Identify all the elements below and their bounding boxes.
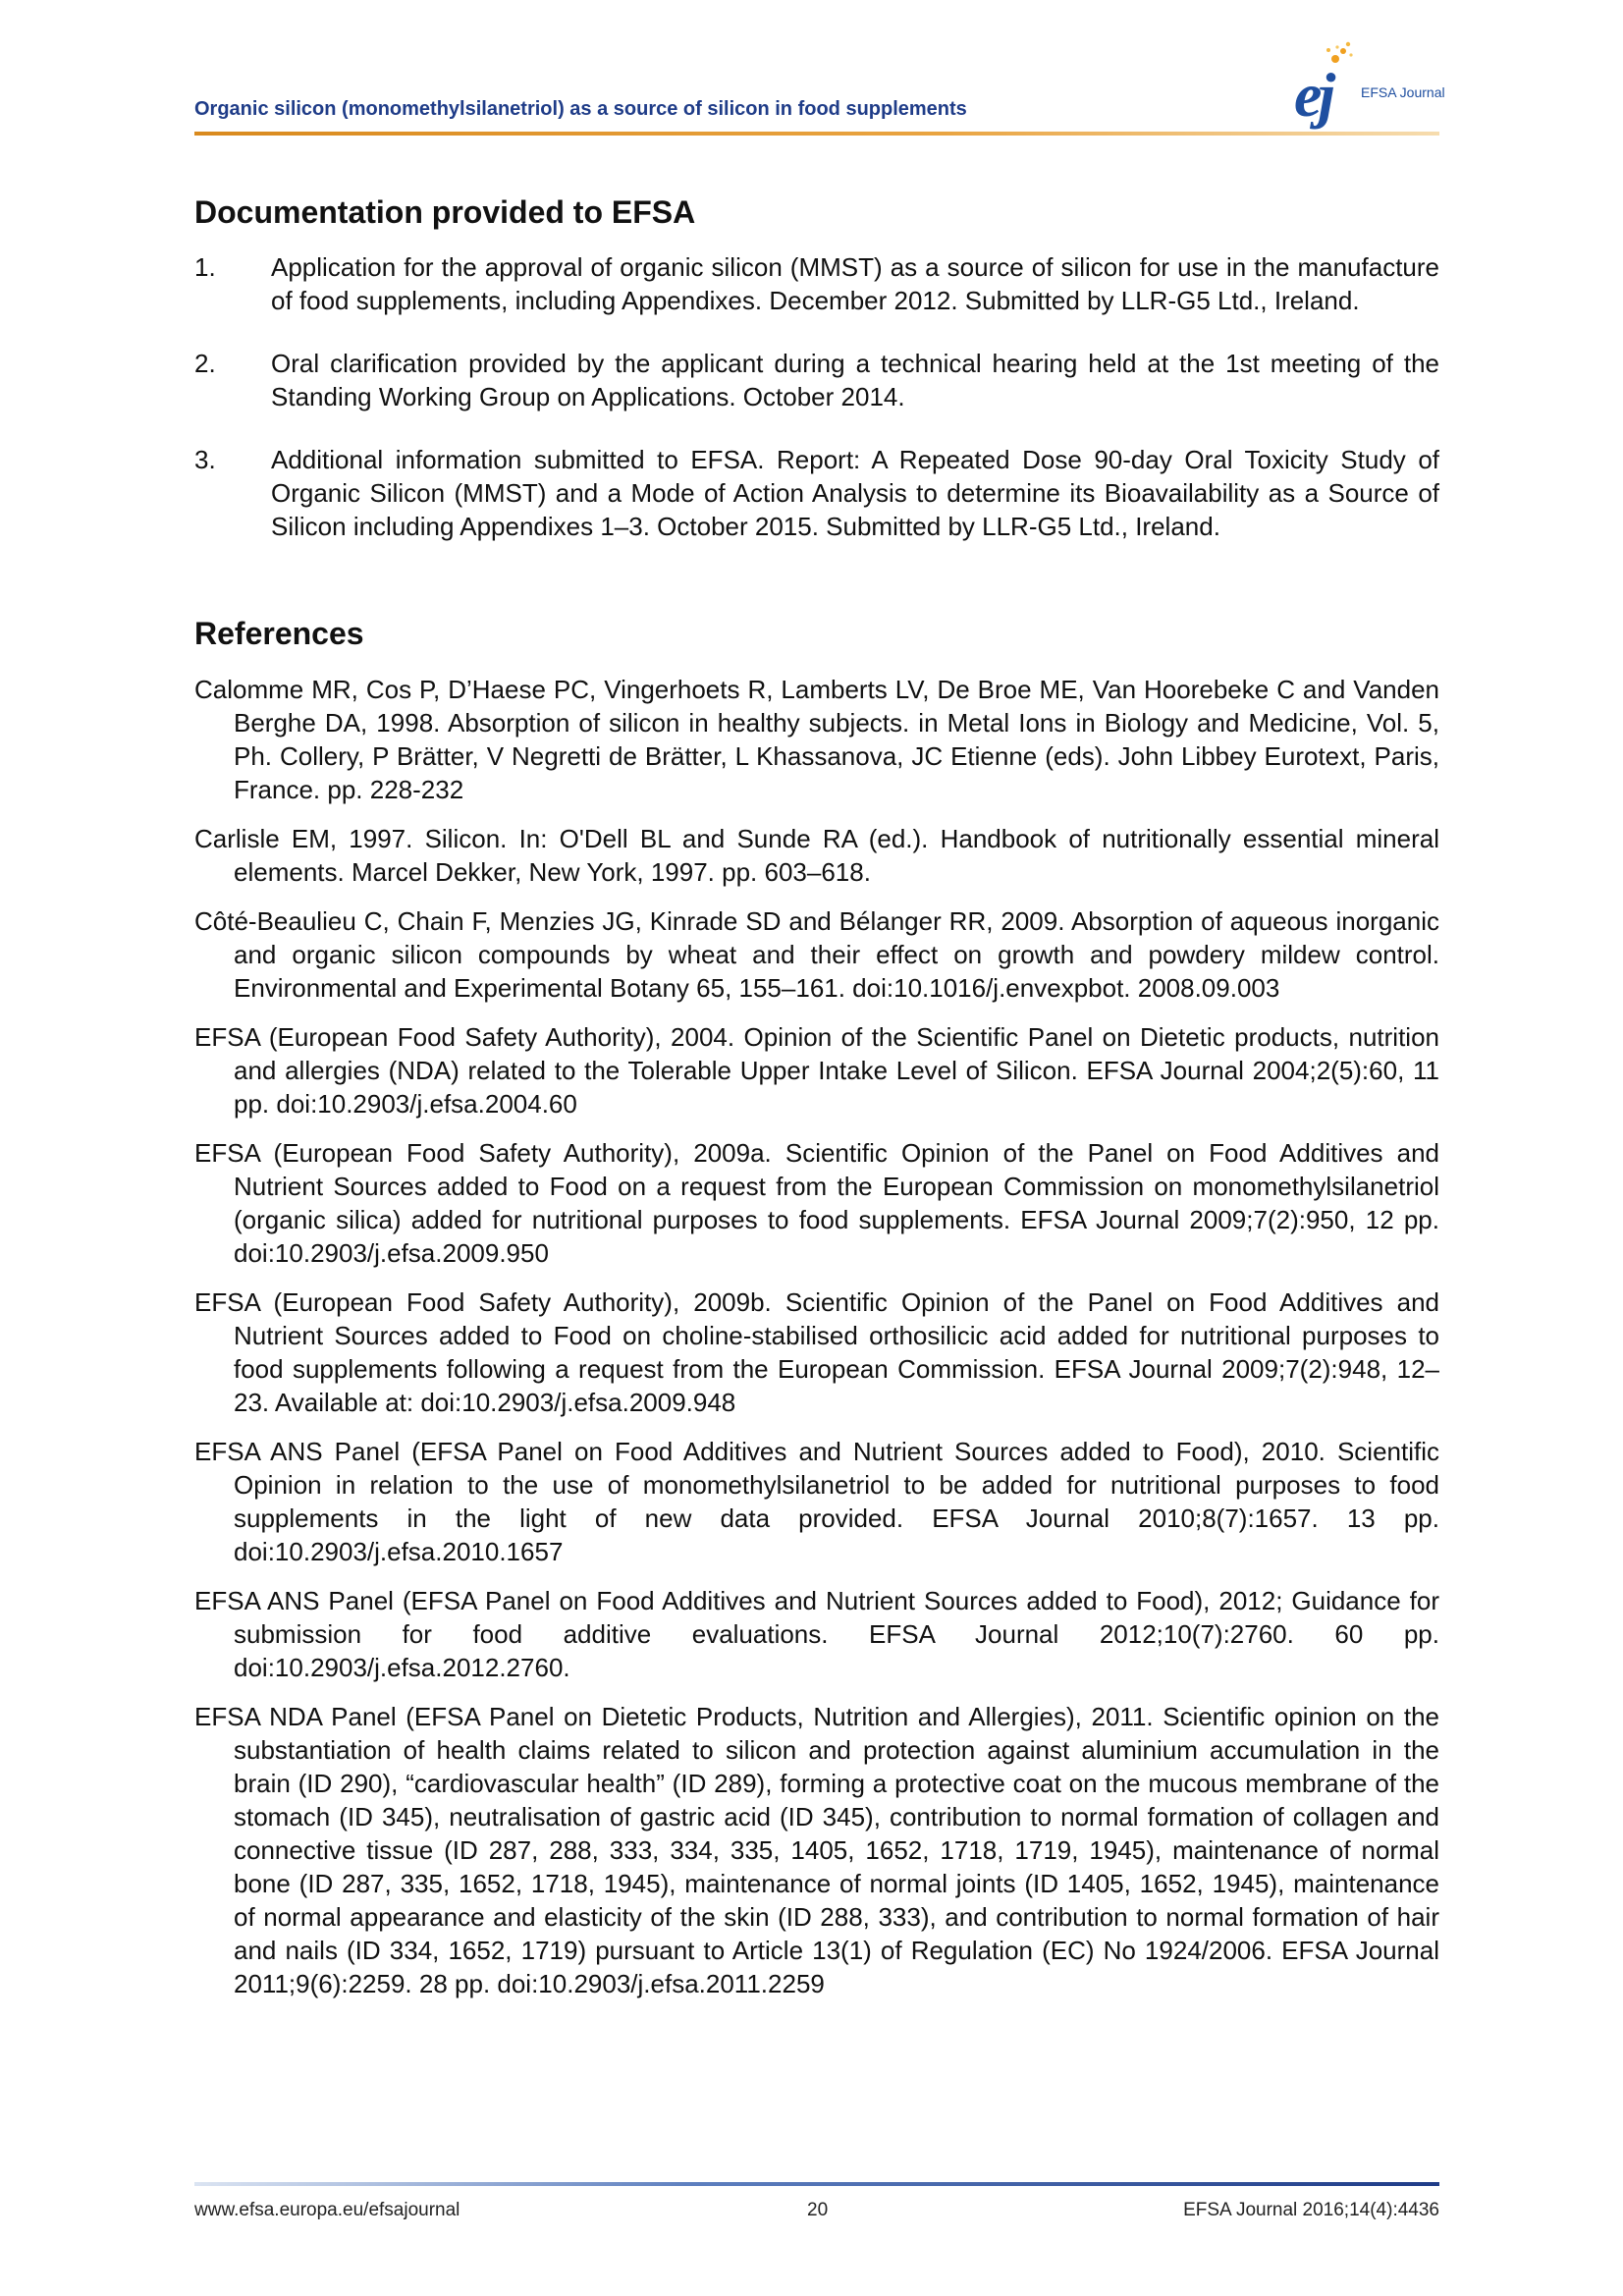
logo-mark: ej bbox=[1294, 60, 1332, 130]
reference-entry: EFSA ANS Panel (EFSA Panel on Food Additives and Nutrient Sources added to Food), 2010. Scientific Opinion in relation to the use of monomethylsilanetriol to be added for nutritional purposes to food supplements in the light of new data provided. EFSA Journal 2010;8(7):1657. 13 pp. doi:10.2903/j.efsa.2010.1657 bbox=[194, 1437, 1439, 1566]
documentation-item-text: Application for the approval of organic silicon (MMST) as a source of silicon for use in the manufacture of food supplements, including Appendixes. December 2012. Submitted by LLR-G5 Ltd., Ireland. bbox=[271, 252, 1439, 315]
documentation-item-text: Oral clarification provided by the applicant during a technical hearing held at the 1st meeting of the Standing Working Group on Applications. October 2014. bbox=[271, 349, 1439, 411]
reference-entry: Côté-Beaulieu C, Chain F, Menzies JG, Kinrade SD and Bélanger RR, 2009. Absorption of aqueous inorganic and organic silicon compounds by wheat and their effect on growth and powdery mildew control. Environmental and Experimental Botany 65, 155–161. doi:10.1016/j.envexpbot. 2008.09.003 bbox=[194, 906, 1439, 1003]
footer-rule bbox=[194, 2182, 1439, 2186]
reference-entry: EFSA ANS Panel (EFSA Panel on Food Additives and Nutrient Sources added to Food), 2012; Guidance for submission for food additive evaluations. EFSA Journal 2012;10(7):2760. 60 pp. doi:10.2903/j.efsa.2012.2760. bbox=[194, 1586, 1439, 1682]
efsa-journal-logo bbox=[1294, 39, 1451, 128]
documentation-heading: Documentation provided to EFSA bbox=[194, 194, 696, 230]
running-header-title: Organic silicon (monomethylsilanetriol) as a source of silicon in food supplements bbox=[194, 98, 967, 120]
documentation-item-number: 2. bbox=[194, 349, 216, 378]
reference-entry: Carlisle EM, 1997. Silicon. In: O'Dell BL and Sunde RA (ed.). Handbook of nutritionally essential mineral elements. Marcel Dekker, New York, 1997. pp. 603–618. bbox=[194, 824, 1439, 887]
logo-text: EFSA Journal bbox=[1361, 84, 1445, 100]
documentation-item bbox=[194, 443, 1439, 543]
documentation-item-number: 3. bbox=[194, 445, 216, 474]
reference-entry: EFSA (European Food Safety Authority), 2009b. Scientific Opinion of the Panel on Food Additives and Nutrient Sources added to Food on choline-stabilised orthosilicic acid added for nutritional purposes to food supplements following a request from the European Commission. EFSA Journal 2009;7(2):948, 12–23. Available at: doi:10.2903/j.efsa.2009.948 bbox=[194, 1287, 1439, 1417]
header-rule bbox=[194, 132, 1439, 136]
documentation-list bbox=[194, 250, 1439, 573]
reference-entry: EFSA (European Food Safety Authority), 2004. Opinion of the Scientific Panel on Dietetic products, nutrition and allergies (NDA) related to the Tolerable Upper Intake Level of Silicon. EFSA Journal 2004;2(5):60, 11 pp. doi:10.2903/j.efsa.2004.60 bbox=[194, 1022, 1439, 1119]
documentation-item-text: Additional information submitted to EFSA. Report: A Repeated Dose 90-day Oral Toxicity Study of Organic Silicon (MMST) and a Mode of Action Analysis to determine its Bioavailability as a Source of Silicon including Appendixes 1–3. October 2015. Submitted by LLR-G5 Ltd., Ireland. bbox=[271, 445, 1439, 541]
documentation-item-number: 1. bbox=[194, 252, 216, 282]
footer-citation: EFSA Journal 2016;14(4):4436 bbox=[1183, 2200, 1439, 2220]
reference-entry: EFSA NDA Panel (EFSA Panel on Dietetic Products, Nutrition and Allergies), 2011. Scientific opinion on the substantiation of health claims related to silicon and protection against aluminium accumulation in the brain (ID 290), “cardiovascular health” (ID 289), forming a protective coat on the mucous membrane of the stomach (ID 345), neutralisation of gastric acid (ID 345), contribution to normal formation of collagen and connective tissue (ID 287, 288, 333, 334, 335, 1405, 1652, 1718, 1719, 1945), maintenance of normal bone (ID 287, 335, 1652, 1718, 1945), maintenance of normal joints (ID 1405, 1652, 1945), maintenance of normal appearance and elasticity of the skin (ID 288, 333), and contribution to normal formation of hair and nails (ID 334, 1652, 1719) pursuant to Article 13(1) of Regulation (EC) No 1924/2006. EFSA Journal 2011;9(6):2259. 28 pp. doi:10.2903/j.efsa.2011.2259 bbox=[194, 1702, 1439, 1998]
references-heading: References bbox=[194, 616, 364, 651]
references-list bbox=[194, 673, 1439, 2016]
reference-entry: Calomme MR, Cos P, D’Haese PC, Vingerhoets R, Lamberts LV, De Broe ME, Van Hoorebeke C and Vanden Berghe DA, 1998. Absorption of silicon in healthy subjects. in Metal Ions in Biology and Medicine, Vol. 5, Ph. Collery, P Brätter, V Negretti de Brätter, L Khassanova, JC Etienne (eds). John Libbey Eurotext, Paris, France. pp. 228-232 bbox=[194, 675, 1439, 804]
page-number: 20 bbox=[807, 2200, 829, 2220]
footer-url: www.efsa.europa.eu/efsajournal bbox=[194, 2200, 460, 2220]
documentation-item bbox=[194, 250, 1439, 317]
reference-entry: EFSA (European Food Safety Authority), 2009a. Scientific Opinion of the Panel on Food Additives and Nutrient Sources added to Food on a request from the European Commission on monomethylsilanetriol (organic silica) added for nutritional purposes to food supplements. EFSA Journal 2009;7(2):950, 12 pp. doi:10.2903/j.efsa.2009.950 bbox=[194, 1138, 1439, 1268]
documentation-item bbox=[194, 347, 1439, 413]
